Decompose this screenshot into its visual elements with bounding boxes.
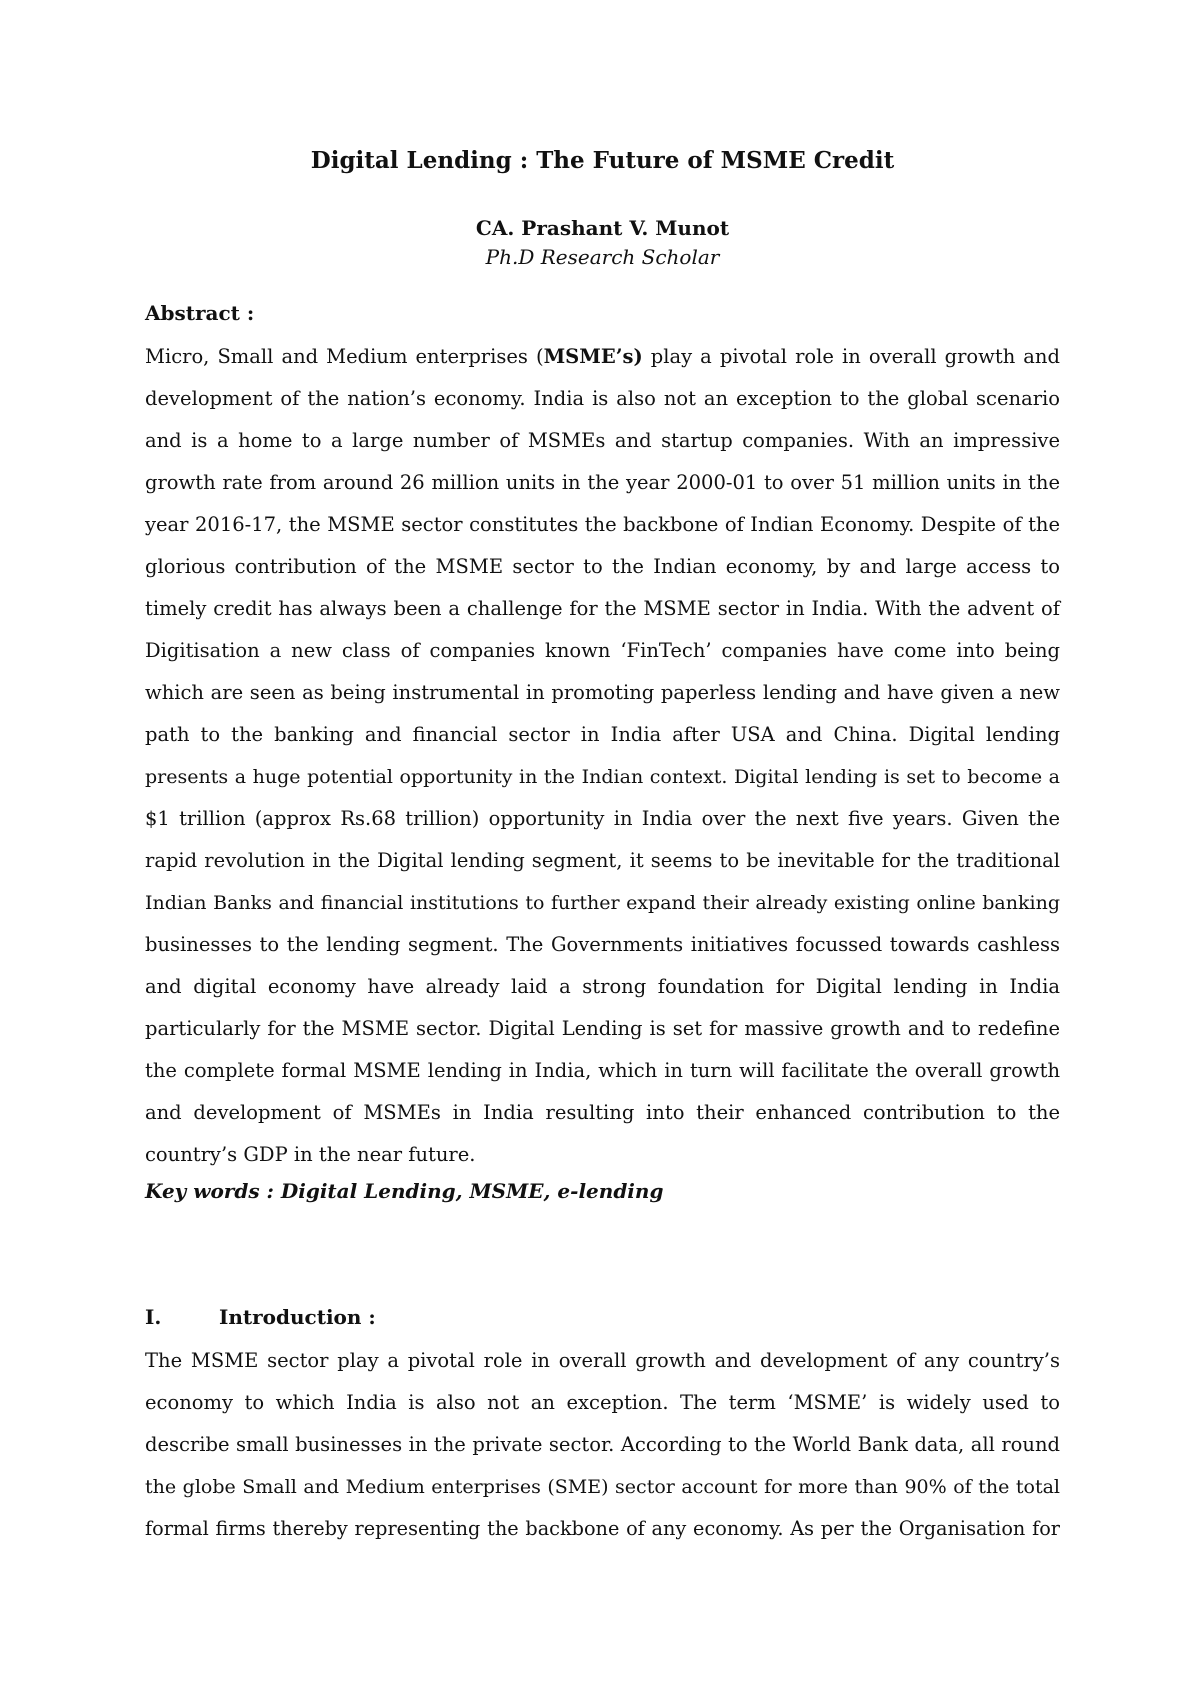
intro-line: the globe Small and Medium enterprises (SME) sector account for more than 90% of the total [145, 1476, 1060, 1498]
abstract-line: and development of MSMEs in India resulting into their enhanced contribution to the [145, 1101, 1060, 1124]
abstract-line: glorious contribution of the MSME sector to the Indian economy, by and large access to [145, 555, 1060, 578]
author-name: CA. Prashant V. Munot [475, 216, 730, 240]
intro-line: describe small businesses in the private sector. According to the World Bank data, all round [145, 1433, 1060, 1456]
section-heading-introduction [145, 1304, 376, 1330]
abstract-line: Micro, Small and Medium enterprises (MSME’s) play a pivotal role in overall growth and [145, 345, 1060, 368]
abstract-line: and digital economy have already laid a strong foundation for Digital lending in India [145, 975, 1060, 998]
abstract-heading: Abstract : [145, 301, 255, 325]
intro-line: formal firms thereby representing the backbone of any economy. As per the Organisation for [145, 1517, 1060, 1540]
section-title: Introduction : [219, 1305, 376, 1329]
introduction-body [145, 1340, 1060, 1550]
paper-title: Digital Lending : The Future of MSME Credit [310, 147, 895, 174]
intro-line: economy to which India is also not an exception. The term ‘MSME’ is widely used to [145, 1391, 1060, 1414]
abstract-line: businesses to the lending segment. The Governments initiatives focussed towards cashless [145, 933, 1060, 956]
abstract-line: path to the banking and financial sector in India after USA and China. Digital lending [145, 723, 1060, 746]
abstract-body [145, 336, 1060, 1176]
abstract-line: country’s GDP in the near future. [145, 1143, 476, 1166]
abstract-line: rapid revolution in the Digital lending segment, it seems to be inevitable for the traditional [145, 849, 1060, 872]
intro-line: The MSME sector play a pivotal role in overall growth and development of any country’s [145, 1349, 1060, 1372]
abstract-line: particularly for the MSME sector. Digital Lending is set for massive growth and to redefine [145, 1017, 1060, 1040]
section-number: I. [145, 1305, 162, 1329]
author-affiliation: Ph.D Research Scholar [485, 245, 720, 269]
abstract-line: Indian Banks and financial institutions to further expand their already existing online banking [145, 892, 1060, 914]
msme-bold-term: MSME’s) [543, 345, 643, 368]
abstract-line: presents a huge potential opportunity in the Indian context. Digital lending is set to become a [145, 766, 1060, 788]
abstract-line: the complete formal MSME lending in India, which in turn will facilitate the overall growth [145, 1059, 1060, 1082]
abstract-line: and is a home to a large number of MSMEs and startup companies. With an impressive [145, 429, 1060, 452]
abstract-line: year 2016-17, the MSME sector constitutes the backbone of Indian Economy. Despite of the [145, 513, 1060, 536]
abstract-line: which are seen as being instrumental in promoting paperless lending and have given a new [145, 681, 1060, 704]
abstract-line: timely credit has always been a challenge for the MSME sector in India. With the advent of [145, 597, 1060, 620]
abstract-line: $1 trillion (approx Rs.68 trillion) opportunity in India over the next five years. Given the [145, 807, 1060, 830]
abstract-line: Digitisation a new class of companies known ‘FinTech’ companies have come into being [145, 639, 1060, 662]
paper-page [145, 0, 1060, 1698]
keywords: Key words : Digital Lending, MSME, e-lending [145, 1179, 664, 1203]
abstract-line: development of the nation’s economy. India is also not an exception to the global scenario [145, 387, 1060, 410]
abstract-line: growth rate from around 26 million units in the year 2000-01 to over 51 million units in the [145, 471, 1060, 494]
